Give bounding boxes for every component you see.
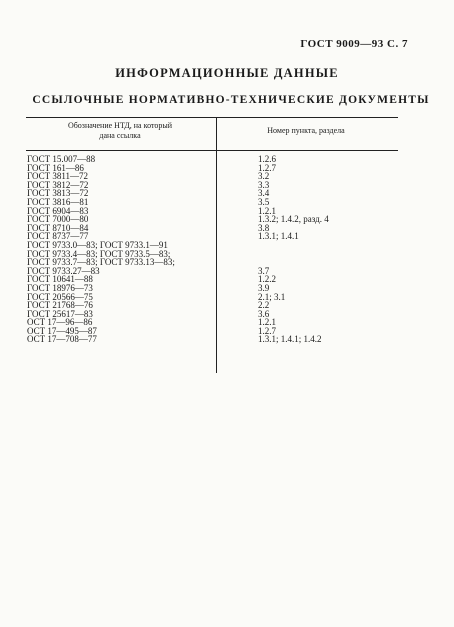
table-row-clause <box>258 250 329 259</box>
table-row-designation: ГОСТ 9733.4—83; ГОСТ 9733.5—83; <box>27 248 171 259</box>
table-row-designation: ГОСТ 21768—76 <box>27 300 93 311</box>
table-row-designation: ГОСТ 9733.0—83; ГОСТ 9733.1—91 <box>27 239 168 250</box>
table-row-designation: ГОСТ 9733.27—83 <box>27 265 100 276</box>
table-row-clause: 2.2 <box>258 300 270 311</box>
table-row-designation: ОСТ 17—96—86 <box>27 317 93 328</box>
table-row-clause: 3.3 <box>258 179 270 190</box>
table-column-divider <box>216 117 217 373</box>
section-subtitle: ССЫЛОЧНЫЕ НОРМАТИВНО-ТЕХНИЧЕСКИЕ ДОКУМЕНТЫ <box>32 94 430 106</box>
table-row-clause: 3.8 <box>258 222 270 233</box>
table-row-clause: 3.4 <box>258 188 270 199</box>
section-title: ИНФОРМАЦИОННЫЕ ДАННЫЕ <box>115 66 339 80</box>
table-row-designation: ГОСТ 3813—72 <box>27 188 89 199</box>
table-row-clause: 2.1; 3.1 <box>258 291 286 302</box>
table-row-clause: 1.2.1 <box>258 317 276 328</box>
column-header-designation-line2: дана ссылка <box>99 131 141 140</box>
table-row-designation: ГОСТ 3811—72 <box>27 171 89 182</box>
table-header-rule <box>26 150 398 151</box>
table-row-clause: 1.2.7 <box>258 325 276 336</box>
table-top-rule <box>26 117 398 118</box>
table-row-clause: 1.2.7 <box>258 162 276 173</box>
table-row-clause: 1.2.2 <box>258 274 276 285</box>
table-row-designation: ГОСТ 8737—77 <box>27 231 89 242</box>
page-header-code: ГОСТ 9009—93 С. 7 <box>300 38 408 50</box>
table-row-designation: ГОСТ 9733.7—83; ГОСТ 9733.13—83; <box>27 257 175 268</box>
table-row-clause: 3.9 <box>258 282 270 293</box>
table-row-clause: 3.5 <box>258 196 270 207</box>
table-row-designation: ГОСТ 161—86 <box>27 162 84 173</box>
clause-list <box>258 155 329 344</box>
table-row-clause: 1.3.1; 1.4.1 <box>258 231 299 242</box>
table-row-designation: ГОСТ 25617—83 <box>27 308 93 319</box>
column-header-designation-line1: Обозначение НТД, на который <box>67 121 173 130</box>
table-row-clause: 1.3.1; 1.4.1; 1.4.2 <box>258 334 322 345</box>
table-row-clause: 3.2 <box>258 171 270 182</box>
table-row-clause <box>258 241 329 250</box>
column-header-designation <box>40 121 200 141</box>
table-row-designation: ГОСТ 15.007—88 <box>27 154 96 164</box>
table-row-designation: ОСТ 17—708—77 <box>27 334 97 345</box>
column-header-clause: Номер пункта, раздела <box>267 126 345 135</box>
table-row-designation: ГОСТ 3816—81 <box>27 196 89 207</box>
table-row-designation: ГОСТ 20566—75 <box>27 291 93 302</box>
table-row-designation: ГОСТ 7000—80 <box>27 214 89 225</box>
table-row-designation: ГОСТ 8710—84 <box>27 222 89 233</box>
table-row-clause: 1.3.2; 1.4.2, разд. 4 <box>258 214 329 225</box>
table-row-designation: ГОСТ 6904—83 <box>27 205 89 216</box>
table-row-clause: 1.2.1 <box>258 205 276 216</box>
table-row-designation: ГОСТ 3812—72 <box>27 179 89 190</box>
table-row-clause: 1.2.6 <box>258 154 276 164</box>
table-row-designation: ОСТ 17—495—87 <box>27 325 97 336</box>
table-row-clause: 3.6 <box>258 308 270 319</box>
designation-list <box>27 155 175 344</box>
table-row-clause: 3.7 <box>258 265 270 276</box>
table-row-designation: ГОСТ 10641—88 <box>27 274 93 285</box>
table-row-designation: ГОСТ 18976—73 <box>27 282 93 293</box>
